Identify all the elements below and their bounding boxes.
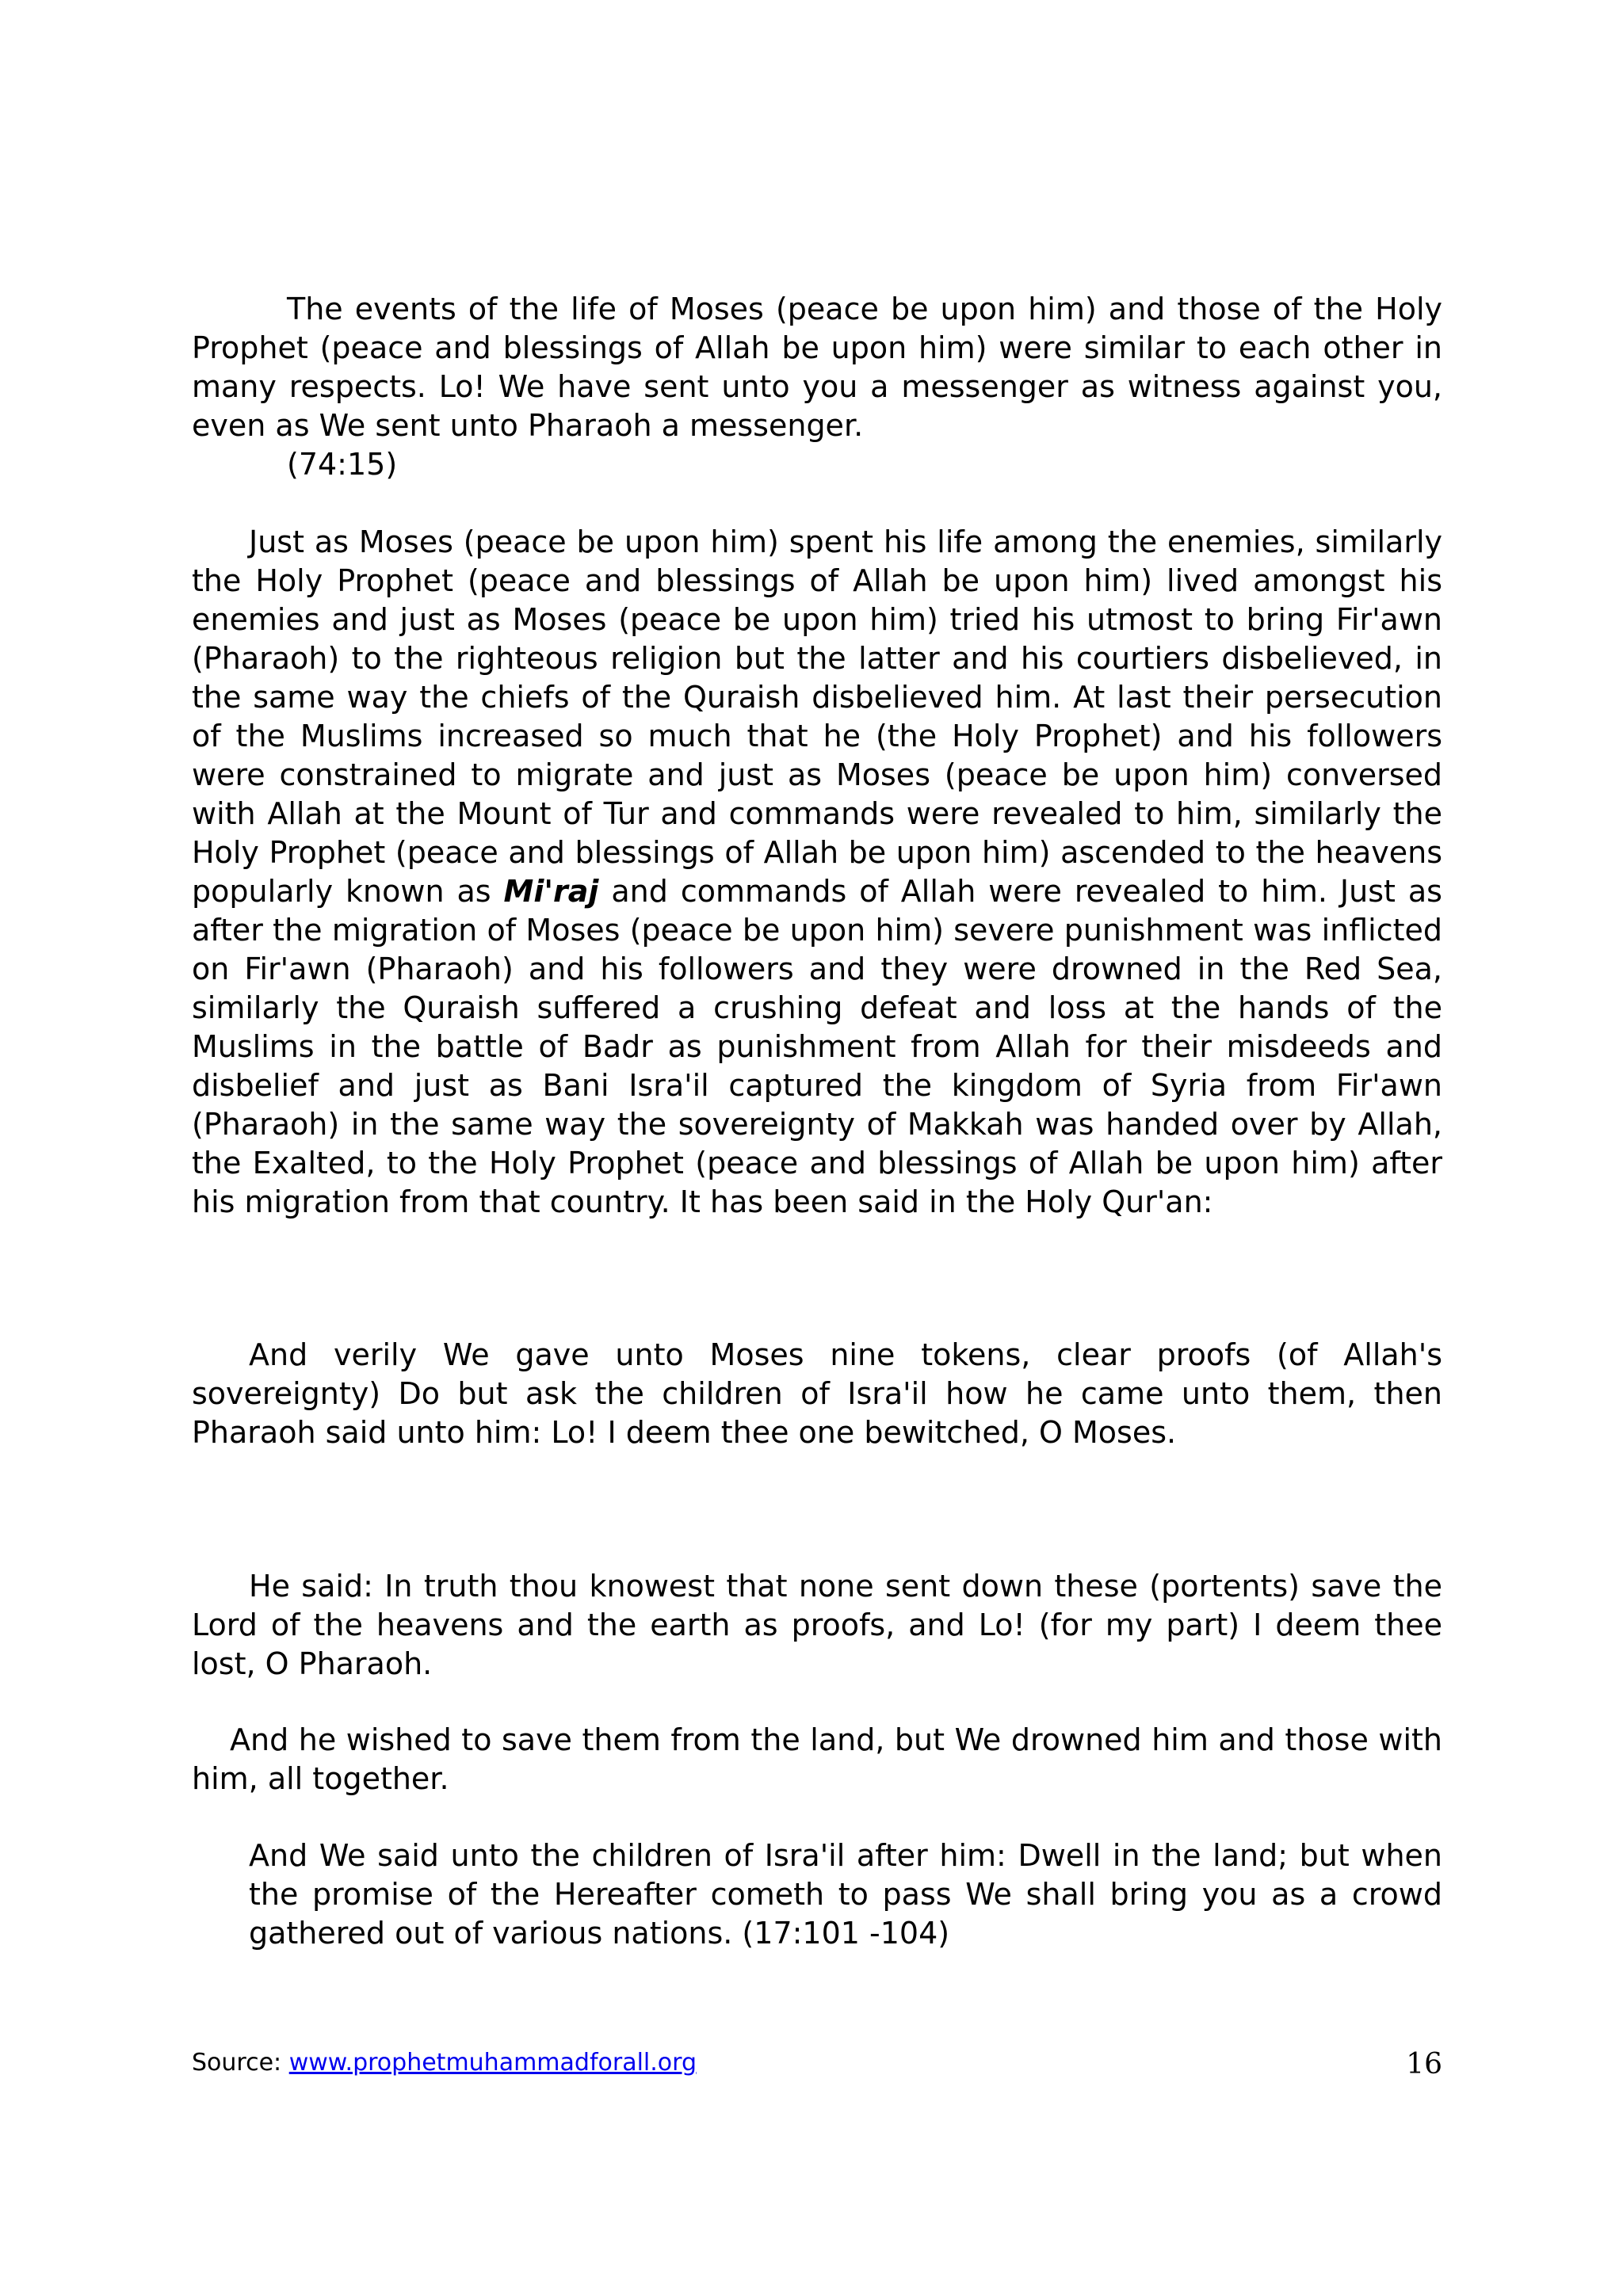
paragraph-2-text-after: and commands of Allah were revealed to him. Just as after the migration of Moses (peace be upon him) severe punishment was inflicted on Fir'awn (Pharaoh) and his followers and they were drowned in the Red Sea, similarly the Quraish suffered a crushing defeat and loss at the hands of the Muslims in the battle of Badr as punishment from Allah for their misdeeds and disbelief and just as Bani Isra'il captured the kingdom of Syria from Fir'awn (Pharaoh) in the same way the sovereignty of Makkah was handed over by Allah, the Exalted, to the Holy Prophet (peace and blessings of Allah be upon him) after his migration from that country. It has been said in the Holy Qur'an: — [192, 874, 1442, 1219]
source-credit — [192, 2047, 697, 2079]
page-footer — [192, 2047, 1442, 2087]
paragraph-6-quote: And We said unto the children of Isra'il after him: Dwell in the land; but when the promise of the Hereafter cometh to pass We shall bring you as a crowd gathered out of various nations. (17:101 -104) — [249, 1838, 1442, 1951]
source-label: Source: — [192, 2049, 282, 2077]
paragraph-4: He said: In truth thou knowest that none sent down these (portents) save the Lord of the heavens and the earth as proofs, and Lo! (for my part) I deem thee lost, O Pharaoh. — [192, 1569, 1442, 1681]
paragraph-2-text-before: Just as Moses (peace be upon him) spent his life among the enemies, similarly the Holy Prophet (peace and blessings of Allah be upon him) lived amongst his enemies and just as Moses (peace be upon him) tried his utmost to bring Fir'awn (Pharaoh) to the righteous religion but the latter and his courtiers disbelieved, in the same way the chiefs of the Quraish disbelieved him. At last their persecution of the Muslims increased so much that he (the Holy Prophet) and his followers were constrained to migrate and just as Moses (peace be upon him) conversed with Allah at the Mount of Tur and commands were revealed to him, similarly the Holy Prophet (peace and blessings of Allah be upon him) ascended to the heavens popularly known as — [192, 524, 1442, 909]
paragraph-1-text: The events of the life of Moses (peace be upon him) and those of the Holy Prophet (peace and blessings of Allah be upon him) were similar to each other in many respects. Lo! We have sent unto you a messenger as witness against you, even as We sent unto Pharaoh a messenger. — [192, 292, 1442, 443]
term-miraj: Mi'raj — [503, 874, 599, 909]
source-link[interactable]: www.prophetmuhammadforall.org — [288, 2049, 697, 2077]
paragraph-1 — [192, 290, 1442, 484]
paragraph-3: And verily We gave unto Moses nine tokens, clear proofs (of Allah's sovereignty) Do but ask the children of Isra'il how he came unto them, then Pharaoh said unto him: Lo! I deem thee one bewitched, O Moses. — [192, 1337, 1442, 1450]
paragraph-2 — [192, 523, 1442, 1222]
citation-74-15: (74:15) — [287, 447, 398, 482]
page-number: 16 — [1406, 2048, 1442, 2081]
paragraph-5: And he wished to save them from the land, but We drowned him and those with him, all together. — [192, 1722, 1442, 1796]
